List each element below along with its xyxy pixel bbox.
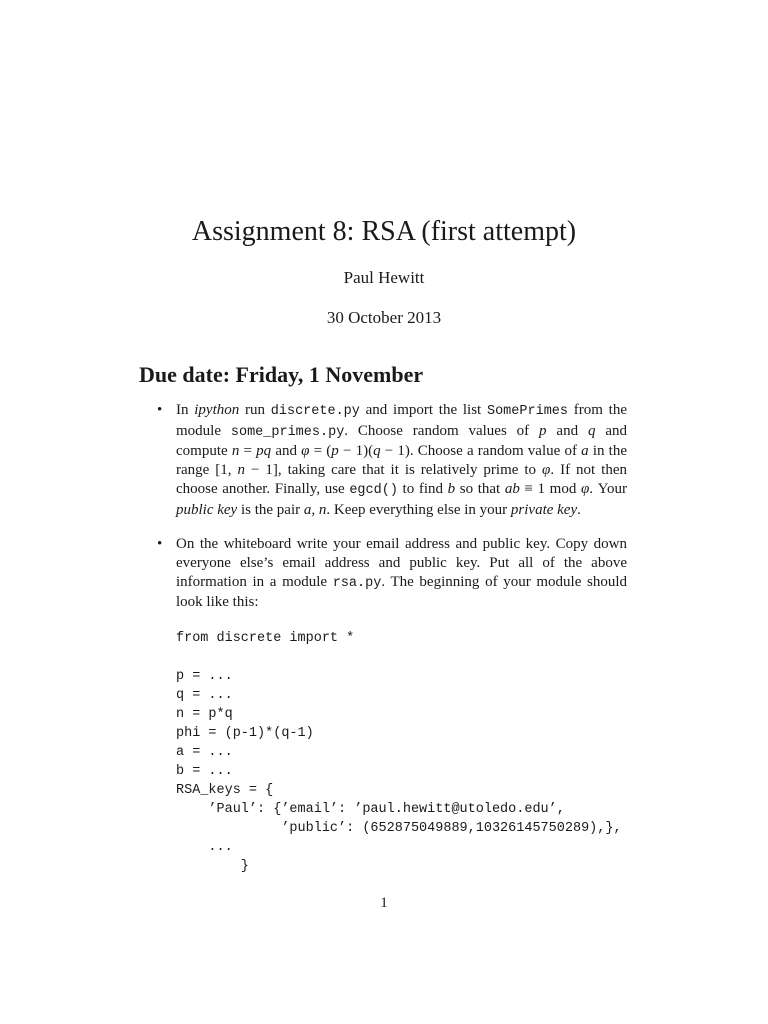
text-run: from the module — [176, 402, 627, 439]
code-term: SomePrimes — [486, 404, 568, 419]
math-term: p — [331, 443, 339, 460]
text-run: and — [546, 422, 588, 439]
text-run: in the range [1, — [176, 443, 627, 479]
text-run: and — [271, 443, 302, 460]
code-line: ’Paul’: {’email’: ’paul.hewitt@utoledo.edu’, — [176, 802, 565, 818]
section-heading: Due date: Friday, 1 November — [139, 362, 424, 387]
code-line: from discrete import * — [176, 631, 355, 647]
text-run: is the pair — [237, 501, 304, 518]
code-term: some_primes.py — [230, 424, 345, 440]
code-line: RSA_keys = { — [176, 783, 274, 799]
bullet-icon: • — [157, 402, 163, 418]
math-term: φ — [580, 480, 590, 497]
text-run: and compute — [176, 422, 627, 460]
author-name: Paul Hewitt — [343, 268, 425, 287]
code-line: n = p*q — [176, 707, 233, 723]
math-term: a — [581, 443, 589, 460]
math-term: φ — [301, 443, 310, 460]
math-term: n — [231, 443, 240, 460]
code-line: q = ... — [176, 688, 233, 704]
text-run: run — [239, 402, 271, 418]
math-term: n — [237, 462, 246, 479]
code-line: p = ... — [176, 669, 233, 685]
code-blank-line — [176, 648, 627, 667]
document-title: Assignment 8: RSA (first attempt) — [191, 216, 577, 247]
code-term: discrete.py — [270, 404, 360, 419]
instruction-paragraph — [176, 535, 627, 612]
code-block — [176, 629, 627, 876]
math-term: b — [447, 480, 456, 497]
text-run: to find — [397, 480, 448, 497]
math-term: q — [587, 422, 596, 439]
emphasis-term: private key — [510, 501, 578, 518]
math-term: q — [373, 443, 381, 460]
page-number: 1 — [380, 895, 388, 911]
math-term: a, n — [303, 501, 327, 518]
text-run: . Your — [589, 480, 627, 497]
math-term: φ — [542, 462, 551, 479]
code-line: } — [176, 859, 249, 875]
text-run: . If not then choose another. Finally, use — [176, 462, 628, 497]
document-date: 30 October 2013 — [326, 308, 442, 327]
instruction-paragraph — [176, 401, 627, 519]
code-line: phi = (p-1)*(q-1) — [176, 726, 314, 742]
code-line: b = ... — [176, 764, 233, 780]
text-run: On the whiteboard write your email address and public key. Copy down everyone else’s email address and public key. Put all of the above information in a module — [176, 536, 627, 590]
code-line: ... — [176, 840, 233, 856]
text-run: so that — [455, 480, 505, 497]
text-run: . — [577, 501, 581, 518]
text-run: In — [176, 402, 195, 418]
code-term: rsa.py — [332, 575, 382, 591]
instruction-list — [157, 401, 627, 876]
text-run: − 1], taking care that it is relatively prime to — [245, 462, 543, 479]
math-term: ab — [504, 480, 520, 497]
code-line: ’public’: (652875049889,10326145750289),}, — [176, 821, 622, 837]
emphasis-term: public key — [176, 501, 238, 518]
math-term: pq — [256, 443, 272, 460]
text-run: . Choose random values of — [344, 422, 540, 439]
code-term: egcd() — [349, 482, 398, 498]
text-run: − 1). Choose a random value of — [380, 443, 582, 460]
code-line: a = ... — [176, 745, 233, 761]
text-run: . The beginning of your module should look like this: — [176, 573, 628, 611]
text-run: and import the list — [359, 402, 487, 418]
list-item — [157, 401, 627, 519]
text-run: = — [239, 443, 257, 460]
text-run: ≡ 1 mod — [519, 480, 581, 497]
text-run: . Keep everything else in your — [326, 501, 511, 518]
bullet-icon: • — [157, 536, 163, 553]
text-run: ipython — [194, 402, 240, 418]
text-run: − 1)( — [338, 443, 374, 460]
text-run: = ( — [309, 443, 332, 460]
list-item — [157, 535, 627, 876]
math-term: p — [539, 422, 547, 439]
